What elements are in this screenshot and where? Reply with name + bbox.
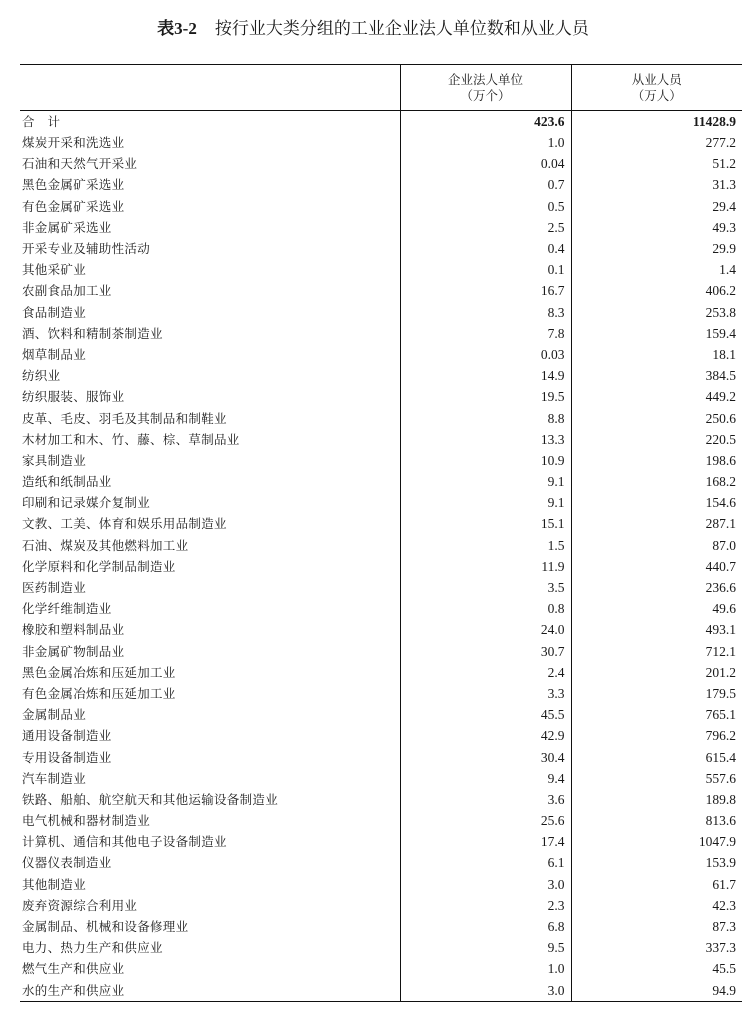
units-value: 0.03 bbox=[400, 344, 571, 365]
industry-name: 有色金属矿采选业 bbox=[22, 198, 125, 214]
units-value: 30.7 bbox=[400, 641, 571, 662]
units-value: 0.4 bbox=[400, 238, 571, 259]
industry-name: 纺织服装、服饰业 bbox=[22, 389, 125, 405]
industry-name: 皮革、毛皮、羽毛及其制品和制鞋业 bbox=[22, 410, 227, 426]
units-value: 2.3 bbox=[400, 895, 571, 916]
employees-value: 236.6 bbox=[571, 577, 742, 598]
units-value: 2.4 bbox=[400, 662, 571, 683]
employees-value: 189.8 bbox=[571, 789, 742, 810]
table-row bbox=[20, 344, 742, 365]
data-table bbox=[20, 64, 742, 1002]
employees-value: 29.9 bbox=[571, 238, 742, 259]
table-title-text: 按行业大类分组的工业企业法人单位数和从业人员 bbox=[214, 19, 589, 39]
header-employees-label: 从业人员 bbox=[631, 71, 682, 87]
employees-value: 813.6 bbox=[571, 810, 742, 831]
industry-name: 汽车制造业 bbox=[22, 770, 87, 786]
table-row bbox=[20, 386, 742, 407]
industry-name: 木材加工和木、竹、藤、棕、草制品业 bbox=[22, 431, 240, 447]
industry-name: 化学纤维制造业 bbox=[22, 601, 112, 617]
table-number: 表3-2 bbox=[157, 19, 197, 38]
table-row bbox=[20, 280, 742, 301]
table-row bbox=[20, 513, 742, 534]
industry-name: 水的生产和供应业 bbox=[22, 982, 125, 998]
employees-value: 87.3 bbox=[571, 916, 742, 937]
units-value: 14.9 bbox=[400, 365, 571, 386]
units-value: 1.0 bbox=[400, 958, 571, 979]
header-units-unit: （万个） bbox=[460, 87, 511, 103]
table-row bbox=[20, 874, 742, 895]
units-value: 25.6 bbox=[400, 810, 571, 831]
employees-value: 1.4 bbox=[571, 259, 742, 280]
table-row bbox=[20, 683, 742, 704]
table-row bbox=[20, 407, 742, 428]
employees-value: 29.4 bbox=[571, 196, 742, 217]
header-units bbox=[400, 65, 571, 111]
units-value: 16.7 bbox=[400, 280, 571, 301]
table-row bbox=[20, 937, 742, 958]
industry-name: 金属制品业 bbox=[22, 707, 87, 723]
table-row bbox=[20, 619, 742, 640]
header-industry bbox=[20, 65, 400, 111]
industry-name: 酒、饮料和精制茶制造业 bbox=[22, 325, 163, 341]
employees-value: 87.0 bbox=[571, 535, 742, 556]
table-row bbox=[20, 174, 742, 195]
employees-value: 765.1 bbox=[571, 704, 742, 725]
table-row bbox=[20, 916, 742, 937]
industry-name: 医药制造业 bbox=[22, 580, 87, 596]
units-value: 7.8 bbox=[400, 323, 571, 344]
units-value: 9.1 bbox=[400, 471, 571, 492]
industry-name: 煤炭开采和洗选业 bbox=[22, 135, 125, 151]
employees-value: 493.1 bbox=[571, 619, 742, 640]
units-value: 11.9 bbox=[400, 556, 571, 577]
total-employees: 11428.9 bbox=[571, 111, 742, 133]
units-value: 3.5 bbox=[400, 577, 571, 598]
units-value: 9.1 bbox=[400, 492, 571, 513]
table-header-row bbox=[20, 65, 742, 111]
industry-name: 橡胶和塑料制品业 bbox=[22, 622, 125, 638]
units-value: 3.0 bbox=[400, 980, 571, 1002]
table-row bbox=[20, 958, 742, 979]
units-value: 15.1 bbox=[400, 513, 571, 534]
table-row bbox=[20, 852, 742, 873]
employees-value: 18.1 bbox=[571, 344, 742, 365]
employees-value: 712.1 bbox=[571, 641, 742, 662]
employees-value: 1047.9 bbox=[571, 831, 742, 852]
table-row bbox=[20, 895, 742, 916]
industry-name: 非金属矿物制品业 bbox=[22, 643, 125, 659]
employees-value: 615.4 bbox=[571, 746, 742, 767]
employees-value: 179.5 bbox=[571, 683, 742, 704]
table-row bbox=[20, 132, 742, 153]
table-row bbox=[20, 365, 742, 386]
table-row bbox=[20, 302, 742, 323]
industry-name: 仪器仪表制造业 bbox=[22, 855, 112, 871]
industry-name: 纺织业 bbox=[22, 368, 61, 384]
units-value: 9.4 bbox=[400, 768, 571, 789]
employees-value: 42.3 bbox=[571, 895, 742, 916]
employees-value: 253.8 bbox=[571, 302, 742, 323]
industry-name: 金属制品、机械和设备修理业 bbox=[22, 919, 189, 935]
employees-value: 94.9 bbox=[571, 980, 742, 1002]
table-row bbox=[20, 492, 742, 513]
total-row bbox=[20, 111, 742, 133]
industry-name: 石油、煤炭及其他燃料加工业 bbox=[22, 537, 189, 553]
industry-name: 造纸和纸制品业 bbox=[22, 474, 112, 490]
employees-value: 796.2 bbox=[571, 725, 742, 746]
units-value: 10.9 bbox=[400, 450, 571, 471]
employees-value: 168.2 bbox=[571, 471, 742, 492]
table-row bbox=[20, 598, 742, 619]
units-value: 19.5 bbox=[400, 386, 571, 407]
table-row bbox=[20, 704, 742, 725]
industry-name: 印刷和记录媒介复制业 bbox=[22, 495, 151, 511]
industry-name: 家具制造业 bbox=[22, 452, 87, 468]
employees-value: 220.5 bbox=[571, 429, 742, 450]
units-value: 45.5 bbox=[400, 704, 571, 725]
table-row bbox=[20, 810, 742, 831]
units-value: 3.0 bbox=[400, 874, 571, 895]
employees-value: 449.2 bbox=[571, 386, 742, 407]
industry-name: 废弃资源综合利用业 bbox=[22, 897, 138, 913]
units-value: 1.0 bbox=[400, 132, 571, 153]
table-row bbox=[20, 768, 742, 789]
industry-name: 黑色金属矿采选业 bbox=[22, 177, 125, 193]
units-value: 3.6 bbox=[400, 789, 571, 810]
units-value: 0.8 bbox=[400, 598, 571, 619]
table-row bbox=[20, 980, 742, 1002]
units-value: 9.5 bbox=[400, 937, 571, 958]
table-row bbox=[20, 641, 742, 662]
employees-value: 31.3 bbox=[571, 174, 742, 195]
employees-value: 440.7 bbox=[571, 556, 742, 577]
units-value: 13.3 bbox=[400, 429, 571, 450]
units-value: 6.1 bbox=[400, 852, 571, 873]
employees-value: 51.2 bbox=[571, 153, 742, 174]
employees-value: 159.4 bbox=[571, 323, 742, 344]
industry-name: 石油和天然气开采业 bbox=[22, 156, 138, 172]
industry-name: 其他制造业 bbox=[22, 876, 87, 892]
employees-value: 49.6 bbox=[571, 598, 742, 619]
industry-name: 其他采矿业 bbox=[22, 262, 87, 278]
table-row bbox=[20, 831, 742, 852]
industry-name: 计算机、通信和其他电子设备制造业 bbox=[22, 834, 227, 850]
industry-name: 电气机械和器材制造业 bbox=[22, 813, 151, 829]
industry-name: 食品制造业 bbox=[22, 304, 87, 320]
industry-name: 文教、工美、体育和娱乐用品制造业 bbox=[22, 516, 227, 532]
units-value: 17.4 bbox=[400, 831, 571, 852]
industry-name: 专用设备制造业 bbox=[22, 749, 112, 765]
units-value: 0.1 bbox=[400, 259, 571, 280]
table-row bbox=[20, 789, 742, 810]
table-title bbox=[0, 14, 746, 39]
employees-value: 201.2 bbox=[571, 662, 742, 683]
industry-name: 电力、热力生产和供应业 bbox=[22, 940, 163, 956]
units-value: 42.9 bbox=[400, 725, 571, 746]
units-value: 1.5 bbox=[400, 535, 571, 556]
industry-name: 有色金属冶炼和压延加工业 bbox=[22, 685, 176, 701]
table-row bbox=[20, 471, 742, 492]
units-value: 3.3 bbox=[400, 683, 571, 704]
table-row bbox=[20, 259, 742, 280]
table-row bbox=[20, 535, 742, 556]
employees-value: 153.9 bbox=[571, 852, 742, 873]
employees-value: 277.2 bbox=[571, 132, 742, 153]
table-body bbox=[20, 111, 742, 1002]
table-row bbox=[20, 238, 742, 259]
units-value: 0.7 bbox=[400, 174, 571, 195]
industry-name: 燃气生产和供应业 bbox=[22, 961, 125, 977]
employees-value: 250.6 bbox=[571, 407, 742, 428]
employees-value: 557.6 bbox=[571, 768, 742, 789]
table-row bbox=[20, 725, 742, 746]
employees-value: 61.7 bbox=[571, 874, 742, 895]
industry-name: 黑色金属冶炼和压延加工业 bbox=[22, 664, 176, 680]
table-row bbox=[20, 153, 742, 174]
employees-value: 287.1 bbox=[571, 513, 742, 534]
total-units: 423.6 bbox=[400, 111, 571, 133]
industry-name: 农副食品加工业 bbox=[22, 283, 112, 299]
employees-value: 406.2 bbox=[571, 280, 742, 301]
industry-name: 开采专业及辅助性活动 bbox=[22, 241, 151, 257]
units-value: 8.3 bbox=[400, 302, 571, 323]
employees-value: 337.3 bbox=[571, 937, 742, 958]
table-row bbox=[20, 323, 742, 344]
header-employees-unit: （万人） bbox=[631, 87, 682, 103]
units-value: 24.0 bbox=[400, 619, 571, 640]
employees-value: 49.3 bbox=[571, 217, 742, 238]
table-row bbox=[20, 577, 742, 598]
industry-name: 铁路、船舶、航空航天和其他运输设备制造业 bbox=[22, 791, 279, 807]
employees-value: 198.6 bbox=[571, 450, 742, 471]
units-value: 0.04 bbox=[400, 153, 571, 174]
units-value: 8.8 bbox=[400, 407, 571, 428]
table-row bbox=[20, 746, 742, 767]
employees-value: 45.5 bbox=[571, 958, 742, 979]
industry-name: 通用设备制造业 bbox=[22, 728, 112, 744]
total-label: 合计 bbox=[22, 114, 74, 129]
employees-value: 154.6 bbox=[571, 492, 742, 513]
header-units-label: 企业法人单位 bbox=[447, 71, 523, 87]
units-value: 2.5 bbox=[400, 217, 571, 238]
units-value: 0.5 bbox=[400, 196, 571, 217]
industry-name: 非金属矿采选业 bbox=[22, 219, 112, 235]
table-row bbox=[20, 429, 742, 450]
industry-name: 化学原料和化学制品制造业 bbox=[22, 558, 176, 574]
industry-name: 烟草制品业 bbox=[22, 346, 87, 362]
employees-value: 384.5 bbox=[571, 365, 742, 386]
units-value: 30.4 bbox=[400, 746, 571, 767]
table-row bbox=[20, 556, 742, 577]
table-row bbox=[20, 196, 742, 217]
header-employees bbox=[571, 65, 742, 111]
table-row bbox=[20, 217, 742, 238]
units-value: 6.8 bbox=[400, 916, 571, 937]
table-row bbox=[20, 662, 742, 683]
table-row bbox=[20, 450, 742, 471]
